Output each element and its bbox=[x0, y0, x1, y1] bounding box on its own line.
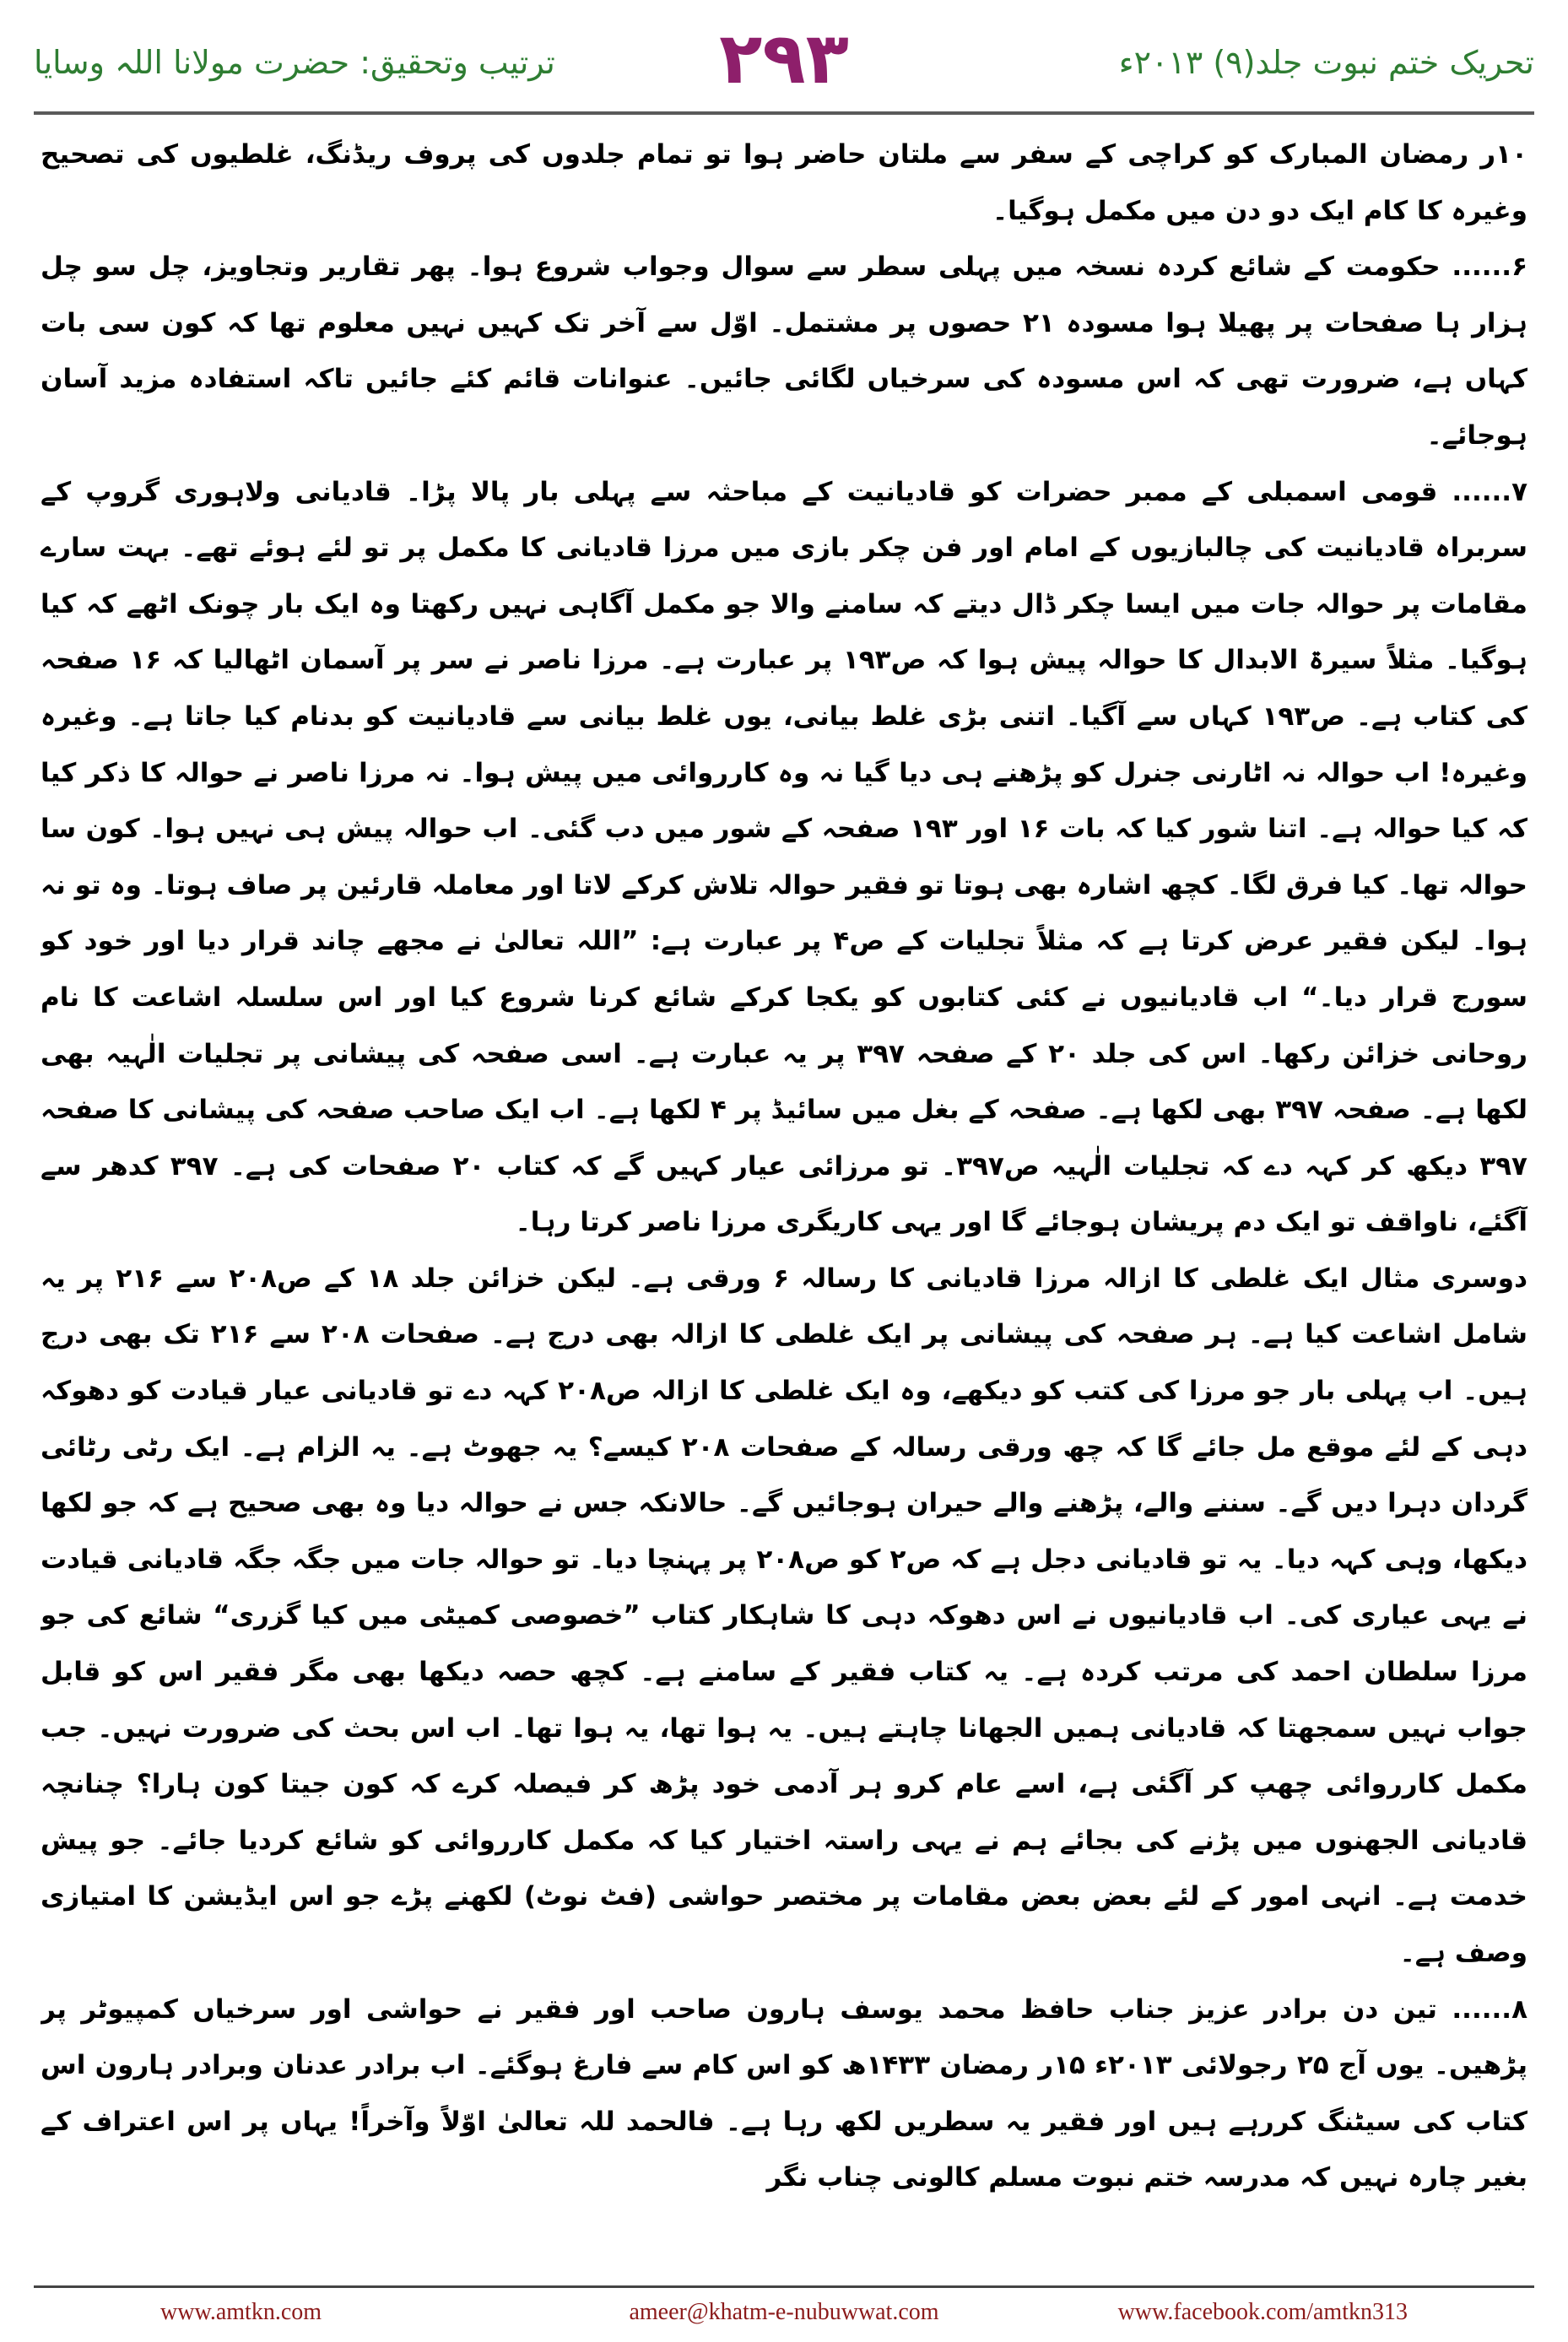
footer-website-link[interactable]: www.amtkn.com bbox=[160, 2299, 322, 2325]
footer-divider bbox=[34, 2285, 1534, 2288]
footer-facebook-link[interactable]: www.facebook.com/amtkn313 bbox=[1117, 2299, 1408, 2325]
paragraph: ۷...... قومی اسمبلی کے ممبر حضرات کو قادیانیت کے مباحثہ سے پہلی بار پالا پڑا۔ قادیانی ولاہوری گروپ کے سربراہ قادیانیت کی چالبازیوں کے امام اور فن چکر بازی میں مرزا قادیانی کا مکمل پر تو لئے ہوئے تھے۔ بہت سارے مقامات پر حوالہ جات میں ایسا چکر ڈال دیتے کہ سامنے والا جو مکمل آگاہی نہیں رکھتا وہ ایک بار چونک اٹھے کہ کیا ہوگیا۔ مثلاً سیرۃ الابدال کا حوالہ پیش ہوا کہ ص۱۹۳ پر عبارت ہے۔ مرزا ناصر نے سر پر آسمان اٹھالیا کہ ۱۶ صفحہ کی کتاب ہے۔ ص۱۹۳ کہاں سے آگیا۔ اتنی بڑی غلط بیانی، یوں غلط بیانی سے قادیانیت کو بدنام کیا جاتا ہے۔ وغیرہ وغیرہ! اب حوالہ نہ اٹارنی جنرل کو پڑھنے ہی دیا گیا نہ وہ کارروائی میں پیش ہوا۔ نہ مرزا ناصر نے حوالہ کا ذکر کیا کہ کیا حوالہ ہے۔ اتنا شور کیا کہ بات ۱۶ اور ۱۹۳ صفحہ کے شور میں دب گئی۔ اب حوالہ پیش ہی نہیں ہوا۔ کون سا حوالہ تھا۔ کیا فرق لگا۔ کچھ اشارہ بھی ہوتا تو فقیر حوالہ تلاش کرکے لاتا اور معاملہ قارئین پر صاف ہوتا۔ وہ تو نہ ہوا۔ لیکن فقیر عرض کرتا ہے کہ مثلاً تجلیات کے ص۴ پر عبارت ہے: ”اللہ تعالیٰ نے مجھے چاند قرار دیا اور خود کو سورج قرار دیا۔“ اب قادیانیوں نے کئی کتابوں کو یکجا کرکے شائع کرنا شروع کیا اور اس سلسلہ اشاعت کا نام روحانی خزائن رکھا۔ اس کی جلد ۲۰ کے صفحہ ۳۹۷ پر یہ عبارت ہے۔ اسی صفحہ کی پیشانی پر تجلیات الٰہیہ بھی لکھا ہے۔ صفحہ ۳۹۷ بھی لکھا ہے۔ صفحہ کے بغل میں سائیڈ پر ۴ لکھا ہے۔ اب ایک صاحب صفحہ کی پیشانی کا صفحہ ۳۹۷ دیکھ کر کہہ دے کہ تجلیات الٰہیہ ص۳۹۷۔ تو مرزائی عیار کہیں گے کہ کتاب ۲۰ صفحات کی ہے۔ ۳۹۷ کدھر سے آگئے، ناواقف تو ایک دم پریشان ہوجائے گا اور یہی کاریگری مرزا ناصر کرتا رہا۔ bbox=[41, 476, 1527, 1238]
footer-email-link[interactable]: ameer@khatm-e-nubuwwat.com bbox=[629, 2299, 939, 2325]
paragraph: ۶...... حکومت کے شائع کردہ نسخہ میں پہلی سطر سے سوال وجواب شروع ہوا۔ پھر تقاریر وتجاویز، چل سو چل ہزار ہا صفحات پر پھیلا ہوا مسودہ ۲۱ حصوں پر مشتمل۔ اوّل سے آخر تک کہیں نہیں معلوم تھا کہ کون سی بات کہاں ہے، ضرورت تھی کہ اس مسودہ کی سرخیاں لگائی جائیں۔ عنوانات قائم کئے جائیں تاکہ استفادہ مزید آسان ہوجائے۔ bbox=[41, 252, 1527, 451]
header-book-title: تحریک ختم نبوت جلد(۹) ۲۰۱۳ء bbox=[1118, 44, 1534, 81]
paragraph: ۸...... تین دن برادر عزیز جناب حافظ محمد یوسف ہارون صاحب اور فقیر نے حواشی اور سرخیاں کمپیوٹر پر پڑھیں۔ یوں آج ۲۵ رجولائی ۲۰۱۳ء ۱۵ر رمضان ۱۴۳۳ھ کو اس کام سے فارغ ہوگئے۔ اب برادر عدنان وبرادر ہارون اس کتاب کی سیٹنگ کررہے ہیں اور فقیر یہ سطریں لکھ رہا ہے۔ فالحمد للہ تعالیٰ اوّلاً وآخراً! یہاں پر اس اعتراف کے بغیر چارہ نہیں کہ مدرسہ ختم نبوت مسلم کالونی چناب نگر bbox=[41, 1993, 1527, 2193]
page-number: ۲۹۳ bbox=[719, 17, 849, 100]
page-footer bbox=[0, 2294, 1568, 2336]
header-compiler: ترتیب وتحقیق: حضرت مولانا اللہ وسایا bbox=[34, 44, 555, 81]
paragraph: ۱۰ر رمضان المبارک کو کراچی کے سفر سے ملتان حاضر ہوا تو تمام جلدوں کی پروف ریڈنگ، غلطیوں کی تصحیح وغیرہ کا کام ایک دو دن میں مکمل ہوگیا۔ bbox=[41, 139, 1527, 226]
page-header bbox=[0, 0, 1568, 118]
paragraph: دوسری مثال ایک غلطی کا ازالہ مرزا قادیانی کا رسالہ ۶ ورقی ہے۔ لیکن خزائن جلد ۱۸ کے ص۲۰۸ سے ۲۱۶ پر یہ شامل اشاعت کیا ہے۔ ہر صفحہ کی پیشانی پر ایک غلطی کا ازالہ بھی درج ہے۔ صفحات ۲۰۸ سے ۲۱۶ تک بھی درج ہیں۔ اب پہلی بار جو مرزا کی کتب کو دیکھے، وہ ایک غلطی کا ازالہ ص۲۰۸ کہہ دے تو قادیانی عیار قیادت کو دھوکہ دہی کے لئے موقع مل جائے گا کہ چھ ورقی رسالہ کے صفحات ۲۰۸ کیسے؟ یہ جھوٹ ہے۔ یہ الزام ہے۔ ایک رٹی رٹائی گردان دہرا دیں گے۔ سننے والے، پڑھنے والے حیران ہوجائیں گے۔ حالانکہ جس نے حوالہ دیا وہ بھی صحیح ہے کہ جو لکھا دیکھا، وہی کہہ دیا۔ یہ تو قادیانی دجل ہے کہ ص۲ کو ص۲۰۸ پر پہنچا دیا۔ تو حوالہ جات میں جگہ جگہ قادیانی قیادت نے یہی عیاری کی۔ اب قادیانیوں نے اس دھوکہ دہی کا شاہکار کتاب ”خصوصی کمیٹی میں کیا گزری“ شائع کی جو مرزا سلطان احمد کی مرتب کردہ ہے۔ یہ کتاب فقیر کے سامنے ہے۔ کچھ حصہ دیکھا بھی مگر فقیر اس کو قابل جواب نہیں سمجھتا کہ قادیانی ہمیں الجھانا چاہتے ہیں۔ یہ ہوا تھا، یہ ہوا تھا۔ اب اس بحث کی ضرورت نہیں۔ جب مکمل کارروائی چھپ کر آگئی ہے، اسے عام کرو ہر آدمی خود پڑھ کر فیصلہ کرے کہ کون جیتا کون ہارا؟ چنانچہ قادیانی الجھنوں میں پڑنے کی بجائے ہم نے یہی راستہ اختیار کیا کہ مکمل کارروائی کو شائع کردیا جائے۔ جو پیش خدمت ہے۔ انہی امور کے لئے بعض بعض مقامات پر مختصر حواشی (فٹ نوٹ) لکھنے پڑے جو اس ایڈیشن کا امتیازی وصف ہے۔ bbox=[41, 1263, 1527, 1968]
header-divider bbox=[34, 111, 1534, 115]
page-body bbox=[41, 127, 1527, 2220]
